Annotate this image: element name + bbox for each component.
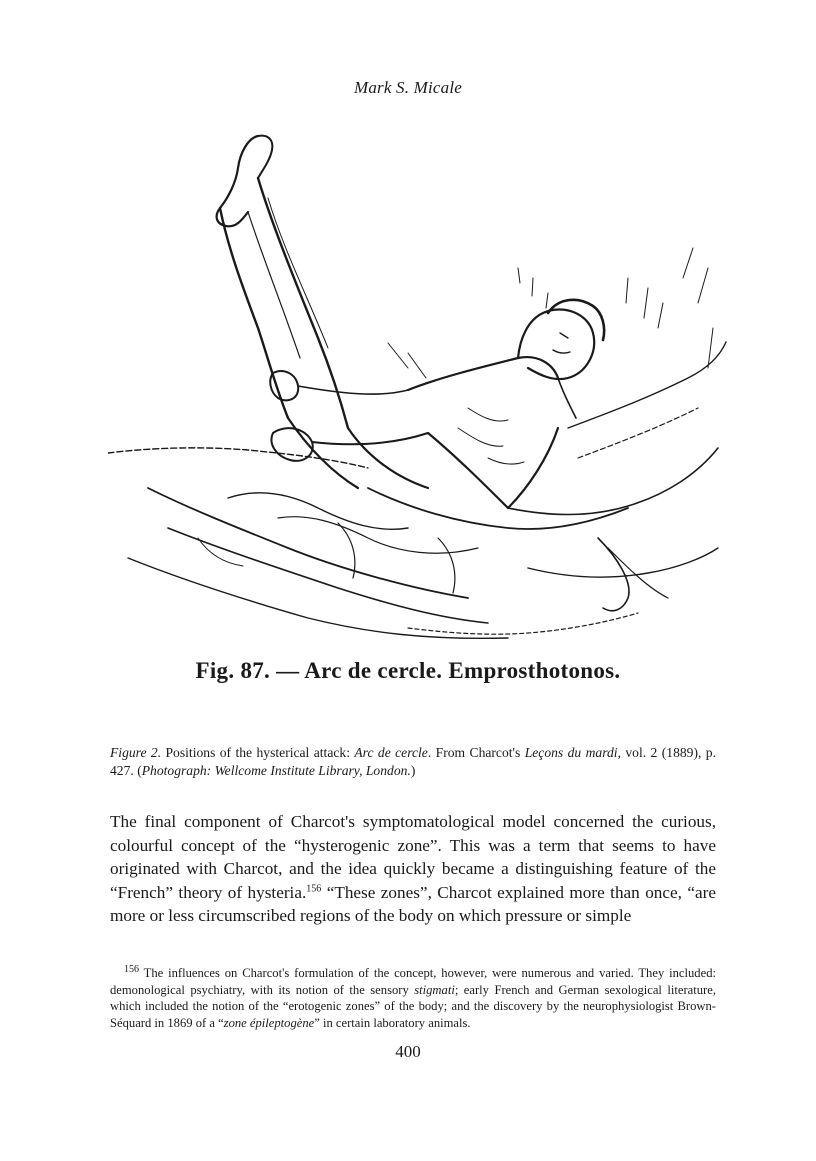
running-head: Mark S. Micale bbox=[353, 78, 463, 97]
caption-italic: Leçons du mardi bbox=[524, 745, 618, 760]
body-paragraph bbox=[110, 810, 716, 928]
footnote-text: ” in certain laboratory animals. bbox=[314, 1015, 471, 1030]
caption-text: ) bbox=[410, 763, 416, 778]
footnote-number: 156 bbox=[124, 963, 139, 975]
footnote-text: The influences on Charcot's formulation of the concept, however, were numerous and varied. They included: demonological psychiatry, with its notion of the sensory bbox=[110, 966, 716, 997]
caption-figure-ref: Figure 2. bbox=[110, 745, 162, 760]
body-text: “These zones”, Charcot explained more than once, “are more or less circumscribed regions of the body on which pressure or simple bbox=[110, 882, 716, 925]
caption-italic: Arc de cercle bbox=[354, 745, 428, 760]
page-number: 400 bbox=[395, 1042, 421, 1061]
caption-text: , vol. 2 (1889), p. 427. ( bbox=[110, 745, 716, 778]
figure-plate-label: Fig. 87. — Arc de cercle. Emprosthotonos. bbox=[195, 658, 621, 683]
caption-text: Positions of the hysterical attack: bbox=[161, 745, 355, 760]
body-text: The final component of Charcot's symptomatological model concerned the curious, colourful concept of the “hysterogenic zone”. This was a term that seems to have originated with Charcot, and the idea quickly became a distinguishing feature of the “French” theory of hysteria. bbox=[110, 812, 716, 902]
caption-photo-credit: Photograph: Wellcome Institute Library, London. bbox=[141, 763, 411, 778]
figure-illustration bbox=[108, 128, 728, 648]
arc-de-cercle-drawing bbox=[108, 128, 728, 648]
figure-caption bbox=[110, 744, 716, 780]
footnote-marker: 156 bbox=[306, 882, 322, 894]
footnote bbox=[110, 965, 716, 1031]
footnote-italic: stigmati bbox=[414, 982, 455, 997]
caption-text: . From Charcot's bbox=[427, 745, 525, 760]
footnote-italic: zone épileptogène bbox=[223, 1015, 315, 1030]
footnote-text: ; early French and German sexological literature, which included the notion of the “erotogenic zones” of the body; and the discovery by the neurophysiologist Brown-Séquard in 1869 of a “ bbox=[110, 982, 716, 1030]
